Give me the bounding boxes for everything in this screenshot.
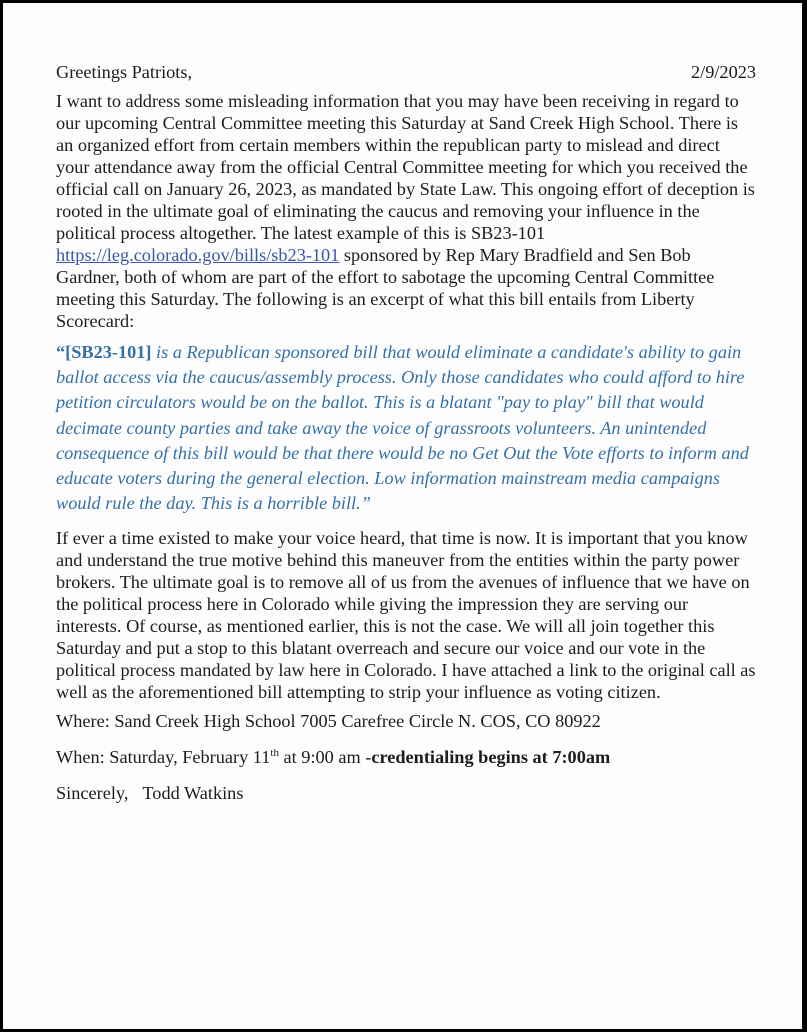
signature-line (56, 782, 756, 804)
signer-name: Todd Watkins (142, 783, 244, 804)
letter-page (3, 3, 802, 1029)
call-to-action-paragraph: If ever a time existed to make your voice heard, that time is now. It is important that you know and understand the true motive behind this maneuver from the entities within the party power brokers. The ultimate goal is to remove all of us from the avenues of influence that we have on the political process here in Colorado while giving the impression they are serving our interests. Of course, as mentioned earlier, this is not the case. We will all join together this Saturday and put a stop to this blatant overreach and secure our voice and our vote in the political process mandated by law here in Colorado. I have attached a link to the original call as well as the aforementioned bill attempting to strip your influence as voting citizen. (56, 528, 756, 703)
intro-text: I want to address some misleading information that you may have been receiving in regard to our upcoming Central Committee meeting this Saturday at Sand Creek High School. There is an organized effort from certain members within the republican party to mislead and direct your attendance away from the official Central Committee meeting for which you received the official call on January 26, 2023, as mandated by State Law. This ongoing effort of deception is rooted in the ultimate goal of eliminating the caucus and removing your influence in the political process altogether. The latest example of this is SB23-101 (56, 91, 755, 243)
letter-content (56, 61, 756, 804)
credentialing-note: credentialing begins at 7:00am (371, 747, 611, 768)
quote-text: is a Republican sponsored bill that would eliminate a candidate's ability to gain ballot access via the caucus/assembly process. Only those candidates who could afford to hire petition circulators would be on the ballot. This is a blatant "pay to play" bill that would decimate county parties and take away the voice of grassroots volunteers. An unintended consequence of this bill would be that there would be no Get Out the Vote efforts to inform and educate voters during the general election. Low information mainstream media campaigns would rule the day. This is a horrible bill.” (56, 342, 749, 514)
when-ordinal: th (270, 747, 279, 760)
quote-bill-ref: “[SB23-101] (56, 342, 152, 362)
when-prefix: When: Saturday, February 11 (56, 747, 271, 768)
where-line: Where: Sand Creek High School 7005 Carefree Circle N. COS, CO 80922 (56, 711, 601, 732)
letter-header (56, 61, 756, 83)
when-time: at 9:00 am - (278, 747, 372, 768)
bill-quote (56, 340, 756, 516)
intro-paragraph (56, 90, 756, 332)
sincerely: Sincerely, (56, 783, 129, 804)
greeting: Greetings Patriots, (56, 62, 193, 82)
bill-link[interactable]: https://leg.colorado.gov/bills/sb23-101 (56, 245, 340, 265)
letter-date: 2/9/2023 (690, 62, 756, 82)
when-line (56, 746, 756, 768)
intro-text-continued: sponsored by Rep Mary Bradfield and Sen Bob Gardner, both of whom are part of the effort to sabotage the upcoming Central Committee meeting this Saturday. The following is an excerpt of what this bill entails from Liberty Scorecard: (56, 245, 715, 331)
